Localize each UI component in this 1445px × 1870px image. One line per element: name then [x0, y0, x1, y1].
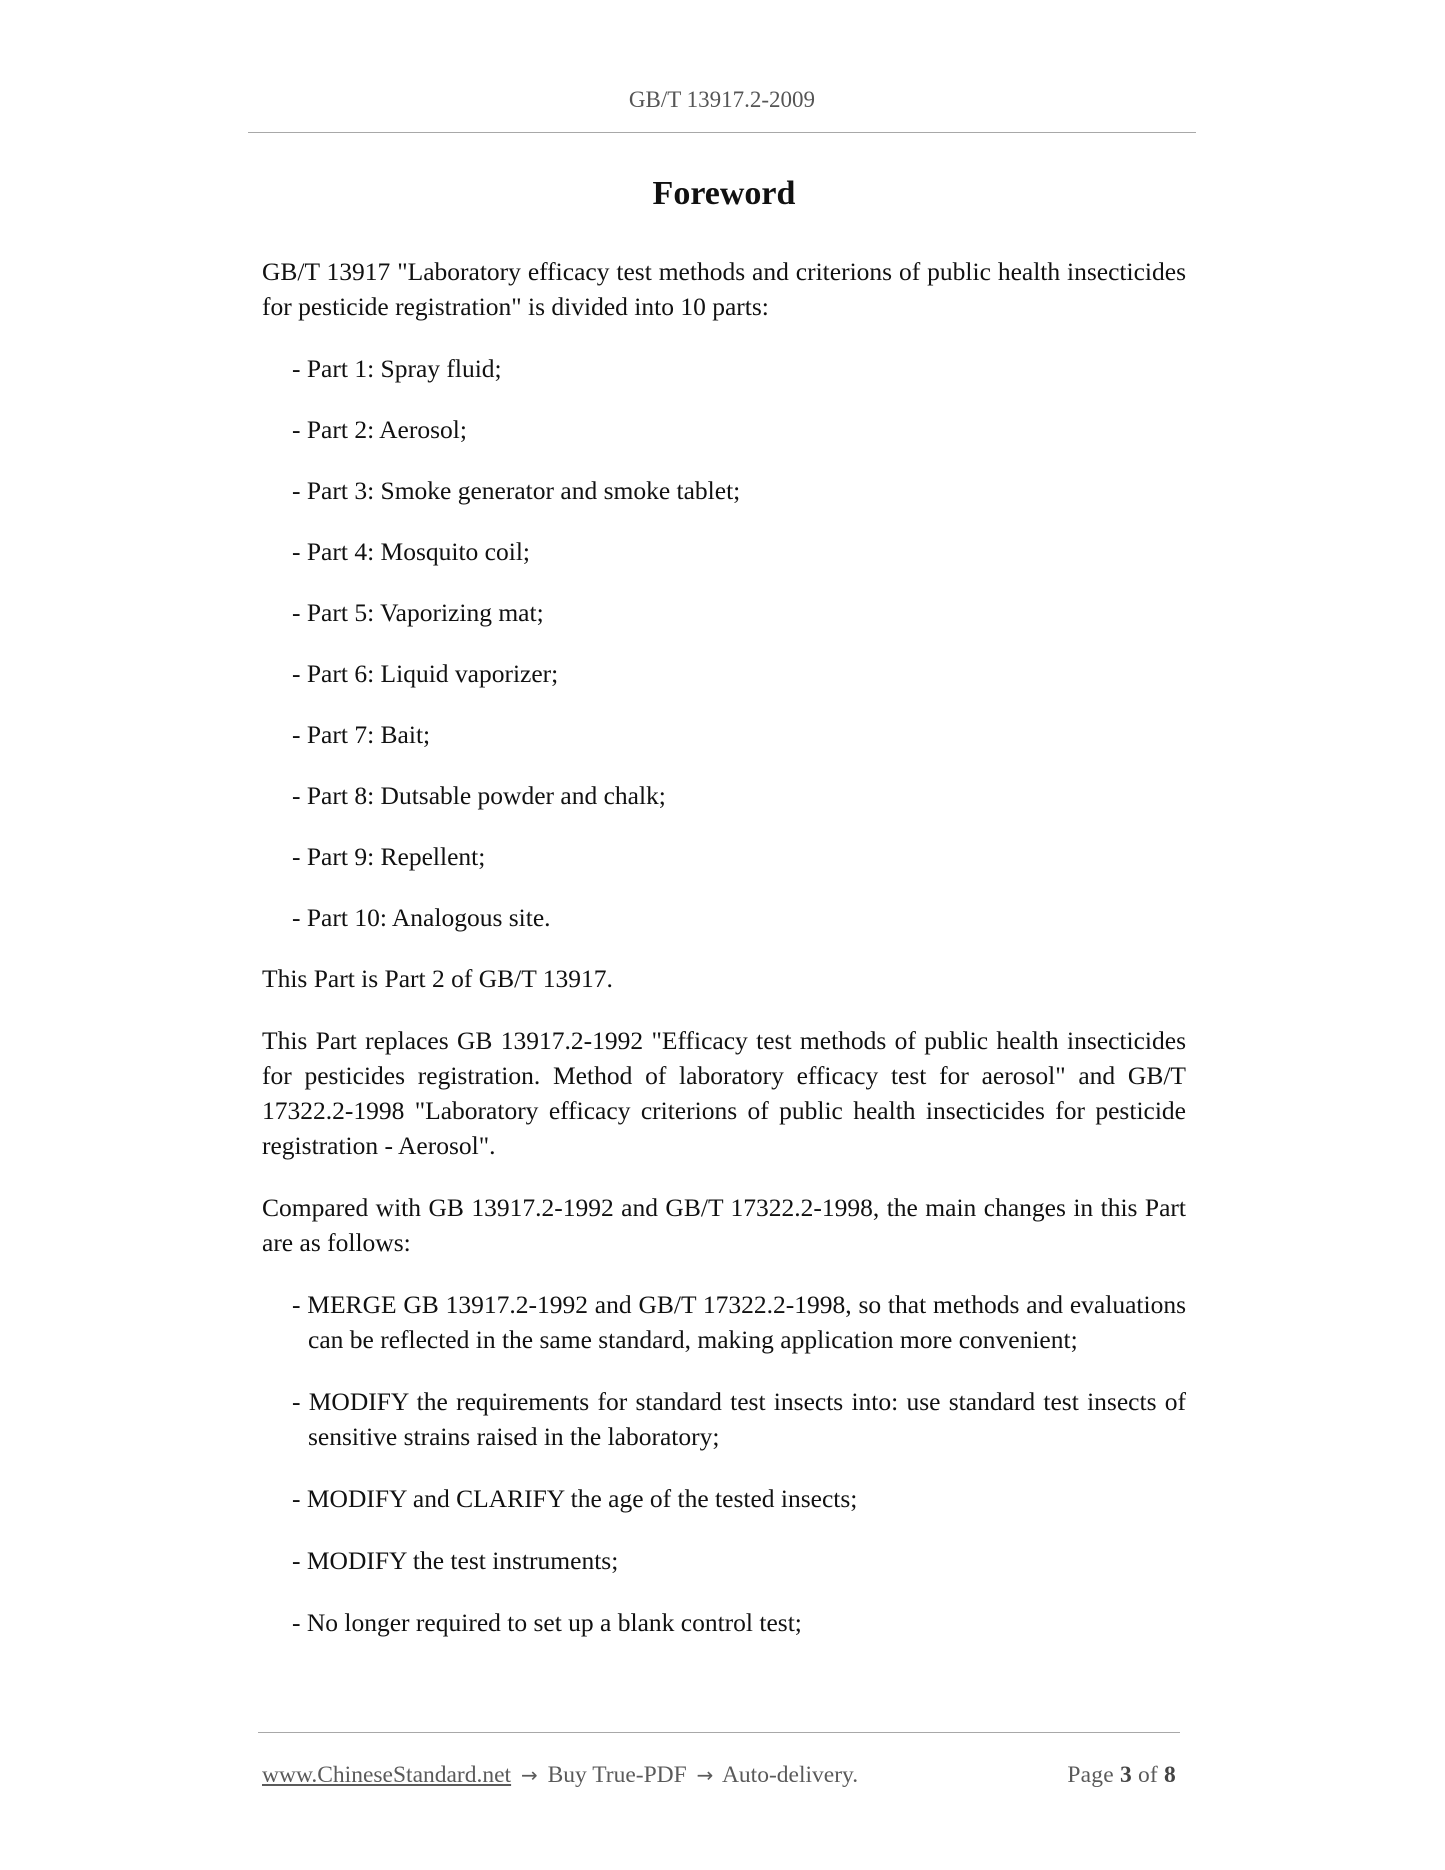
- of-label: of: [1137, 1762, 1158, 1788]
- part-statement: This Part is Part 2 of GB/T 13917.: [262, 964, 613, 993]
- arrow-right-icon: →: [696, 1763, 714, 1787]
- replacement-paragraph: This Part replaces GB 13917.2-1992 "Efficacy test methods of public health insecticides for pesticides registration. Method of laboratory efficacy test for aerosol" and GB/T 17322.2-1998 "Laboratory efficacy criterions of public health insecticides for pesticide registration - Aerosol".: [262, 1026, 1186, 1160]
- change-item: - MODIFY the test instruments;: [292, 1546, 619, 1575]
- total-pages: 8: [1164, 1762, 1176, 1788]
- part-item: - Part 5: Vaporizing mat;: [292, 598, 544, 627]
- change-item: - MODIFY the requirements for standard test insects into: use standard test insects of sensitive strains raised in the laboratory;: [292, 1387, 1186, 1451]
- part-item: - Part 10: Analogous site.: [292, 903, 551, 932]
- part-item: - Part 8: Dutsable powder and chalk;: [292, 781, 666, 810]
- delivery-text: Auto-delivery.: [721, 1762, 859, 1788]
- part-item: - Part 9: Repellent;: [292, 842, 486, 871]
- changes-list: [262, 1287, 1186, 1640]
- part-item: - Part 4: Mosquito coil;: [292, 537, 530, 566]
- document-body: [262, 172, 1186, 1667]
- part-item: - Part 7: Bait;: [292, 720, 431, 749]
- page-footer: [258, 1732, 1180, 1793]
- parts-list: [262, 351, 1186, 935]
- intro-paragraph: GB/T 13917 "Laboratory efficacy test methods and criterions of public health insecticides for pesticide registration" is divided into 10 parts:: [262, 257, 1186, 321]
- page-title: Foreword: [652, 175, 796, 212]
- page-label: Page: [1067, 1762, 1114, 1788]
- arrow-right-icon: →: [520, 1763, 538, 1787]
- page-header: [248, 0, 1196, 133]
- page-indicator: [1067, 1761, 1176, 1789]
- change-item: - MODIFY and CLARIFY the age of the tested insects;: [292, 1484, 858, 1513]
- changes-intro: Compared with GB 13917.2-1992 and GB/T 17322.2-1998, the main changes in this Part are as follows:: [262, 1193, 1186, 1257]
- standard-number: GB/T 13917.2-2009: [628, 87, 816, 112]
- page-number: 3: [1119, 1762, 1132, 1788]
- website-link[interactable]: www.ChineseStandard.net: [262, 1762, 512, 1788]
- part-item: - Part 3: Smoke generator and smoke tablet;: [292, 476, 741, 505]
- footer-links: [262, 1761, 858, 1789]
- buy-text: Buy True-PDF: [547, 1762, 687, 1788]
- part-item: - Part 6: Liquid vaporizer;: [292, 659, 559, 688]
- part-item: - Part 1: Spray fluid;: [292, 354, 502, 383]
- change-item: - No longer required to set up a blank control test;: [292, 1608, 802, 1637]
- part-item: - Part 2: Aerosol;: [292, 415, 467, 444]
- change-item: - MERGE GB 13917.2-1992 and GB/T 17322.2-1998, so that methods and evaluations can be reflected in the same standard, making application more convenient;: [292, 1290, 1186, 1354]
